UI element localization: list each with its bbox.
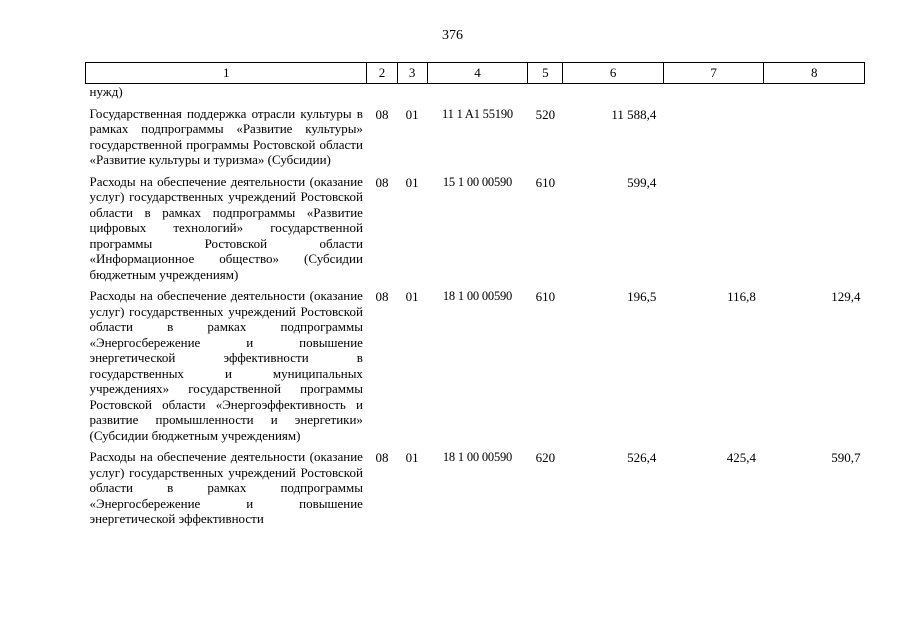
header-col-3: 3 (397, 63, 427, 84)
header-col-4: 4 (427, 63, 528, 84)
row-amount-1: 196,5 (627, 289, 657, 304)
row-amount-2 (663, 174, 764, 283)
budget-table (85, 62, 865, 527)
table-row (86, 449, 865, 527)
row-expense-type: 520 (535, 106, 556, 122)
row-subsection: 01 (405, 106, 419, 122)
row-section: 08 (375, 450, 389, 465)
row-amount-3 (764, 106, 865, 168)
table-row (86, 106, 865, 168)
row-target-code: 18 1 00 00590 (442, 450, 513, 464)
row-subsection: 01 (405, 174, 419, 190)
row-description: Расходы на обеспечение деятельности (оказание услуг) государственных учреждений Ростовской области в рамках подпрограммы «Энергосбережение и повышение энергетической эффективности (89, 449, 363, 526)
row-target-code: 11 1 A1 55190 (442, 106, 513, 121)
row-expense-type: 610 (535, 289, 556, 304)
row-description: Государственная поддержка отрасли культуры в рамках подпрограммы «Развитие культуры» государственной программы Ростовской области «Развитие культуры и туризма» (Субсидии) (89, 105, 363, 167)
header-col-1: 1 (86, 63, 367, 84)
row-target-code: 15 1 00 00590 (442, 174, 513, 189)
header-col-5: 5 (528, 63, 563, 84)
row-amount-3: 129,4 (831, 289, 861, 304)
row-target-code: 18 1 00 00590 (442, 289, 513, 303)
row-expense-type: 620 (535, 450, 556, 465)
row-description: Расходы на обеспечение деятельности (оказание услуг) государственных учреждений Ростовской области в рамках подпрограммы «Развитие цифровых технологий» государственной программы Ростовской области «Информационное общество» (Субсидии бюджетным учреждениям) (89, 173, 363, 282)
row-section: 08 (375, 174, 389, 190)
table-header-row (86, 63, 865, 84)
row-amount-1: 599,4 (627, 174, 657, 190)
table-row (86, 174, 865, 283)
row-amount-2 (663, 106, 764, 168)
row-amount-2: 116,8 (727, 289, 756, 304)
header-col-7: 7 (663, 63, 764, 84)
table-row (86, 288, 865, 443)
row-amount-1: 11 588,4 (611, 106, 657, 122)
row-amount-3 (764, 174, 865, 283)
row-subsection: 01 (405, 289, 419, 304)
header-col-8: 8 (764, 63, 865, 84)
continuation-row (86, 84, 865, 100)
row-amount-2: 425,4 (726, 450, 756, 465)
row-amount-1: 526,4 (627, 450, 657, 465)
continuation-text: нужд) (89, 84, 123, 99)
header-col-6: 6 (563, 63, 664, 84)
row-section: 08 (375, 106, 389, 122)
header-col-2: 2 (367, 63, 397, 84)
row-description: Расходы на обеспечение деятельности (оказание услуг) государственных учреждений Ростовской области в рамках подпрограммы «Энергосбережение и повышение энергетической эффективности в государственных и муниципальных учреждениях» государственной программы Ростовской области «Энергоэффективность и развитие промышленности и энергетики» (Субсидии бюджетным учреждениям) (89, 288, 363, 443)
row-subsection: 01 (405, 450, 419, 465)
row-amount-3: 590,7 (831, 450, 861, 465)
page-number: 376 (442, 28, 463, 43)
row-expense-type: 610 (535, 174, 556, 190)
row-section: 08 (375, 289, 389, 304)
